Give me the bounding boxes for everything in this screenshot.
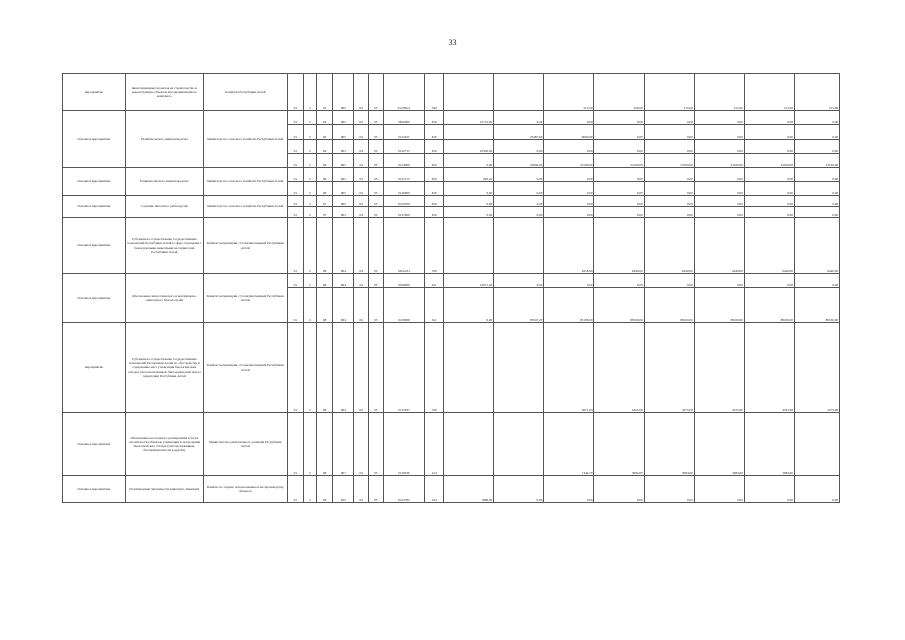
amount-cell: 215,00: [694, 74, 744, 111]
amount-cell: 0,00: [544, 182, 594, 196]
code-cell: 05: [368, 274, 383, 288]
activity-name: Обеспечение неотложного реагирования в части строительства объектов утилизации и захоронения биологических отходов (скотомогильников, биотермических ям и других): [125, 413, 203, 476]
amount-cell: 0,00: [794, 168, 839, 182]
amount-cell: 0,00: [794, 182, 839, 196]
code-cell: 904: [333, 323, 354, 413]
row-title: Основное мероприятие: [63, 196, 126, 218]
amount-cell: 0,00: [694, 196, 744, 207]
table-row: [63, 196, 840, 207]
amount-cell: 3084,00: [644, 413, 694, 476]
amount-cell: [444, 413, 494, 476]
amount-cell: 0,00: [494, 196, 544, 207]
amount-cell: 23100,00: [694, 154, 744, 168]
amount-cell: 6440,00: [744, 218, 794, 274]
amount-cell: 0,00: [794, 111, 839, 125]
code-cell: 2: [304, 288, 317, 323]
amount-cell: [494, 323, 544, 413]
code-cell: 904: [333, 288, 354, 323]
amount-cell: [494, 74, 544, 111]
amount-cell: 6440,00: [644, 218, 694, 274]
code-cell: 2: [304, 125, 317, 140]
code-cell: 05: [368, 207, 383, 218]
code-cell: 0125451: [383, 125, 425, 140]
code-cell: 07: [316, 196, 333, 207]
table-row: [63, 168, 840, 182]
amount-cell: 88160,00: [694, 288, 744, 323]
code-cell: 0122715: [383, 140, 425, 154]
amount-cell: 0,00: [694, 168, 744, 182]
code-cell: 01: [287, 125, 304, 140]
code-cell: 05: [368, 74, 383, 111]
amount-cell: [494, 413, 544, 476]
amount-cell: 0,00: [444, 196, 494, 207]
amount-cell: [794, 413, 839, 476]
activity-name: Регулирование численности животных, имеющих: [125, 476, 203, 503]
amount-cell: 0,00: [444, 207, 494, 218]
amount-cell: 23000,00: [494, 154, 544, 168]
amount-cell: 0,00: [644, 196, 694, 207]
code-cell: 810: [425, 196, 444, 207]
amount-cell: 0,00: [594, 140, 644, 154]
amount-cell: 0,00: [444, 182, 494, 196]
code-cell: 02: [316, 74, 333, 111]
code-cell: 05: [368, 140, 383, 154]
amount-cell: 0,00: [494, 140, 544, 154]
amount-cell: 1880,09: [444, 476, 494, 503]
code-cell: M2А431: [383, 218, 425, 274]
code-cell: 01259G2: [383, 74, 425, 111]
amount-cell: 3671,63: [544, 323, 594, 413]
amount-cell: 0,00: [744, 125, 794, 140]
code-cell: 01: [287, 274, 304, 288]
code-cell: 04: [354, 125, 369, 140]
executor-name: хозяйства Республики Алтай: [203, 74, 287, 111]
table-row: [63, 323, 840, 413]
code-cell: 04: [354, 476, 369, 503]
code-cell: 2: [304, 182, 317, 196]
amount-cell: 0,00: [494, 207, 544, 218]
code-cell: 08: [316, 413, 333, 476]
amount-cell: 6440,00: [794, 218, 839, 274]
amount-cell: 23100,00: [544, 154, 594, 168]
code-cell: 05: [368, 218, 383, 274]
row-title: мероприятие: [63, 323, 126, 413]
code-cell: 04: [316, 154, 333, 168]
amount-cell: [444, 74, 494, 111]
code-cell: 04: [316, 140, 333, 154]
code-cell: 05: [368, 125, 383, 140]
code-cell: 04: [354, 196, 369, 207]
code-cell: 905: [333, 140, 354, 154]
amount-cell: 0,00: [694, 274, 744, 288]
amount-cell: 0,00: [594, 476, 644, 503]
code-cell: 08: [316, 288, 333, 323]
code-cell: 2: [304, 274, 317, 288]
amount-cell: 88160,00: [794, 288, 839, 323]
code-cell: 0126000: [383, 182, 425, 196]
amount-cell: 4325,00: [594, 323, 644, 413]
amount-cell: 0,00: [544, 476, 594, 503]
code-cell: 810: [425, 207, 444, 218]
code-cell: 01: [287, 218, 304, 274]
amount-cell: 0,00: [594, 111, 644, 125]
amount-cell: 0,00: [744, 207, 794, 218]
activity-name: Обеспечение эпизоотического и ветеринарно-санитарного благополучия: [125, 274, 203, 323]
amount-cell: 0,00: [644, 476, 694, 503]
code-cell: 04: [354, 218, 369, 274]
amount-cell: 0,00: [744, 196, 794, 207]
amount-cell: 88160,00: [744, 288, 794, 323]
code-cell: 01: [287, 111, 304, 125]
amount-cell: 25487,00: [494, 125, 544, 140]
amount-cell: 0,00: [744, 476, 794, 503]
amount-cell: 0,00: [644, 140, 694, 154]
amount-cell: 0,00: [694, 476, 744, 503]
amount-cell: 0,00: [444, 154, 494, 168]
code-cell: 810: [425, 111, 444, 125]
executor-name: Комитет ветеринарии с Госветинспекцией Республики Алтай: [203, 274, 287, 323]
amount-cell: 87047,20: [494, 288, 544, 323]
code-cell: 05: [368, 111, 383, 125]
code-cell: 04: [316, 125, 333, 140]
row-title: Основное мероприятие: [63, 111, 126, 168]
amount-cell: 0,00: [694, 182, 744, 196]
code-cell: 0127000: [383, 207, 425, 218]
code-cell: 01: [287, 476, 304, 503]
row-title: Основное мероприятие: [63, 274, 126, 323]
code-cell: 2: [304, 168, 317, 182]
code-cell: 08: [316, 274, 333, 288]
amount-cell: [444, 218, 494, 274]
amount-cell: 41971,46: [444, 274, 494, 288]
amount-cell: 0,00: [744, 274, 794, 288]
code-cell: 04: [354, 182, 369, 196]
code-cell: 04: [354, 111, 369, 125]
amount-cell: 0,00: [694, 207, 744, 218]
amount-cell: 0,00: [794, 125, 839, 140]
code-cell: 05: [368, 288, 383, 323]
amount-cell: 0,00: [544, 111, 594, 125]
amount-cell: 0,00: [794, 196, 839, 207]
amount-cell: 9000,00: [544, 125, 594, 140]
executor-name: Министерство сельского хозяйства Республики Алтай: [203, 111, 287, 168]
amount-cell: 88160,00: [644, 288, 694, 323]
amount-cell: 85186,90: [544, 288, 594, 323]
code-cell: 01: [287, 207, 304, 218]
code-cell: 244: [425, 476, 444, 503]
amount-cell: [444, 125, 494, 140]
amount-cell: 23100,00: [794, 154, 839, 168]
amount-cell: 88160,00: [594, 288, 644, 323]
page-number: 33: [448, 38, 457, 47]
code-cell: 810: [425, 140, 444, 154]
table-row: [63, 74, 840, 111]
code-cell: 04: [354, 413, 369, 476]
amount-cell: 0,00: [694, 125, 744, 140]
code-cell: 904: [333, 274, 354, 288]
amount-cell: 0,00: [744, 111, 794, 125]
code-cell: 2: [304, 154, 317, 168]
activity-name: Развитие мясного животноводства: [125, 168, 203, 196]
code-cell: 08: [316, 323, 333, 413]
code-cell: 01: [287, 182, 304, 196]
executor-name: Комитет по охране, использованию и воспроизводству объектов: [203, 476, 287, 503]
amount-cell: 0,00: [544, 207, 594, 218]
code-cell: 05: [368, 413, 383, 476]
code-cell: 905: [333, 207, 354, 218]
row-title: Основное мероприятие: [63, 476, 126, 503]
amount-cell: 0,00: [594, 182, 644, 196]
code-cell: 04: [354, 288, 369, 323]
table-row: [63, 111, 840, 125]
code-cell: 2: [304, 323, 317, 413]
amount-cell: 0,00: [544, 196, 594, 207]
budget-table: [62, 73, 840, 503]
amount-cell: 992,41: [444, 168, 494, 182]
code-cell: 2: [304, 476, 317, 503]
code-cell: 2: [304, 196, 317, 207]
code-cell: 04: [354, 274, 369, 288]
code-cell: 04: [354, 323, 369, 413]
code-cell: 0128000: [383, 288, 425, 323]
code-cell: 08: [316, 218, 333, 274]
code-cell: 905: [333, 125, 354, 140]
code-cell: 06: [316, 168, 333, 182]
amount-cell: 4375,00: [644, 323, 694, 413]
amount-cell: 0,00: [544, 168, 594, 182]
code-cell: 905: [333, 196, 354, 207]
amount-cell: 0,00: [494, 111, 544, 125]
row-title: Основное мероприятие: [63, 218, 126, 274]
amount-cell: 6440,00: [694, 218, 744, 274]
amount-cell: 0,00: [644, 111, 694, 125]
amount-cell: 27131,00: [444, 111, 494, 125]
code-cell: 01: [287, 288, 304, 323]
code-cell: 905: [333, 168, 354, 182]
code-cell: 905: [333, 182, 354, 196]
amount-cell: 0,00: [794, 274, 839, 288]
amount-cell: 215,00: [744, 74, 794, 111]
code-cell: 07: [316, 207, 333, 218]
code-cell: 2: [304, 140, 317, 154]
amount-cell: 0,00: [744, 168, 794, 182]
code-cell: 0126700: [383, 196, 425, 207]
code-cell: 925: [333, 476, 354, 503]
amount-cell: 1344,70: [544, 413, 594, 476]
amount-cell: 0,00: [444, 288, 494, 323]
amount-cell: 0,00: [644, 168, 694, 182]
code-cell: 2: [304, 74, 317, 111]
code-cell: 530: [425, 218, 444, 274]
code-cell: 01: [287, 196, 304, 207]
code-cell: 05: [368, 476, 383, 503]
amount-cell: 23100,00: [644, 154, 694, 168]
activity-name: Создание пилотного рыбоводства: [125, 196, 203, 218]
code-cell: 905: [333, 111, 354, 125]
code-cell: 0124000: [383, 154, 425, 168]
amount-cell: 512,20: [544, 74, 594, 111]
code-cell: 2: [304, 111, 317, 125]
code-cell: 2: [304, 218, 317, 274]
activity-name: Развитие малого животноводства: [125, 111, 203, 168]
amount-cell: 23100,00: [594, 154, 644, 168]
amount-cell: 0,00: [644, 207, 694, 218]
executor-name: Министерство сельского хозяйства Республики Алтай: [203, 168, 287, 196]
code-cell: 01: [287, 413, 304, 476]
amount-cell: 0,00: [694, 111, 744, 125]
amount-cell: 6440,00: [594, 218, 644, 274]
amount-cell: 0,00: [494, 182, 544, 196]
executor-name: Министерство регионального развития Республики Алтай: [203, 413, 287, 476]
code-cell: 540: [425, 74, 444, 111]
amount-cell: 3084,00: [744, 413, 794, 476]
code-cell: 905: [333, 74, 354, 111]
amount-cell: 0,00: [544, 140, 594, 154]
code-cell: 04: [316, 111, 333, 125]
amount-cell: 22500,00: [444, 140, 494, 154]
amount-cell: 0,00: [644, 274, 694, 288]
code-cell: 810: [425, 168, 444, 182]
code-cell: 0526900: [383, 274, 425, 288]
code-cell: 0122782: [383, 476, 425, 503]
code-cell: 611: [425, 288, 444, 323]
amount-cell: 0,00: [644, 125, 694, 140]
amount-cell: 3084,00: [694, 413, 744, 476]
code-cell: 04: [354, 74, 369, 111]
amount-cell: 0,00: [494, 274, 544, 288]
code-cell: 05: [368, 196, 383, 207]
amount-cell: 0,00: [644, 182, 694, 196]
code-cell: 09: [316, 476, 333, 503]
code-cell: 810: [425, 154, 444, 168]
amount-cell: 0,00: [744, 140, 794, 154]
amount-cell: 3084,00: [594, 413, 644, 476]
amount-cell: 0,00: [594, 168, 644, 182]
amount-cell: [494, 218, 544, 274]
table-row: [63, 274, 840, 288]
code-cell: 04: [354, 168, 369, 182]
amount-cell: 200,00: [594, 74, 644, 111]
code-cell: 2: [304, 413, 317, 476]
code-cell: 01: [287, 323, 304, 413]
amount-cell: 215,00: [794, 74, 839, 111]
executor-name: Комитет ветеринарии с Госветинспекцией Республики Алтай: [203, 323, 287, 413]
code-cell: 904: [333, 218, 354, 274]
code-cell: 0122715: [383, 168, 425, 182]
amount-cell: 215,00: [644, 74, 694, 111]
amount-cell: 0,00: [594, 207, 644, 218]
code-cell: 810: [425, 125, 444, 140]
code-cell: 01: [287, 140, 304, 154]
amount-cell: 0,00: [694, 140, 744, 154]
code-cell: 01: [287, 168, 304, 182]
code-cell: 414: [425, 413, 444, 476]
code-cell: 01: [287, 74, 304, 111]
code-cell: 0128336: [383, 413, 425, 476]
code-cell: 04: [354, 140, 369, 154]
executor-name: Министерство сельского хозяйства Республики Алтай: [203, 196, 287, 218]
amount-cell: 23100,00: [744, 154, 794, 168]
code-cell: 05: [368, 323, 383, 413]
code-cell: 2820000: [383, 111, 425, 125]
table-row: [63, 476, 840, 503]
amount-cell: 6418,00: [544, 218, 594, 274]
amount-cell: 0,00: [494, 476, 544, 503]
activity-name: Субсидии на осуществление государственных полномочий Республики Алтай в сфере обращения с безнадзорными животными на территории Республики Алтай: [125, 218, 203, 274]
activity-name: инвестиционных проектов на строительство и реконструкцию объектов агропромышленного комплекса: [125, 74, 203, 111]
code-cell: 2: [304, 207, 317, 218]
code-cell: 01: [287, 154, 304, 168]
amount-cell: 0,00: [794, 207, 839, 218]
amount-cell: 0,00: [494, 168, 544, 182]
amount-cell: 4325,00: [744, 323, 794, 413]
amount-cell: 4375,00: [694, 323, 744, 413]
code-cell: 05: [368, 182, 383, 196]
code-cell: 05: [368, 168, 383, 182]
code-cell: 530: [425, 323, 444, 413]
amount-cell: 0,00: [544, 274, 594, 288]
code-cell: 611: [425, 274, 444, 288]
row-title: Основное мероприятие: [63, 413, 126, 476]
row-title: Основное мероприятие: [63, 168, 126, 196]
code-cell: 06: [316, 182, 333, 196]
amount-cell: 0,00: [744, 182, 794, 196]
code-cell: 905: [333, 154, 354, 168]
code-cell: 05: [368, 154, 383, 168]
code-cell: 0125937: [383, 323, 425, 413]
code-cell: 04: [354, 154, 369, 168]
row-title: мероприятие: [63, 74, 126, 111]
amount-cell: 0,00: [594, 274, 644, 288]
code-cell: 907: [333, 413, 354, 476]
code-cell: 04: [354, 207, 369, 218]
amount-cell: 4375,00: [794, 323, 839, 413]
amount-cell: [444, 323, 494, 413]
activity-name: Субсидии на осуществление государственных полномочий Республики Алтай по обустройству и содержанию мест утилизации биологических отходов (скотомогильников, биотермических ям) на территории Республики Алтай: [125, 323, 203, 413]
code-cell: 810: [425, 182, 444, 196]
amount-cell: 0,00: [594, 125, 644, 140]
amount-cell: 0,00: [794, 476, 839, 503]
table-row: [63, 218, 840, 274]
amount-cell: 0,00: [794, 140, 839, 154]
amount-cell: 0,00: [594, 196, 644, 207]
table-row: [63, 413, 840, 476]
executor-name: Комитет ветеринарии с Госветинспекцией Республики Алтай: [203, 218, 287, 274]
